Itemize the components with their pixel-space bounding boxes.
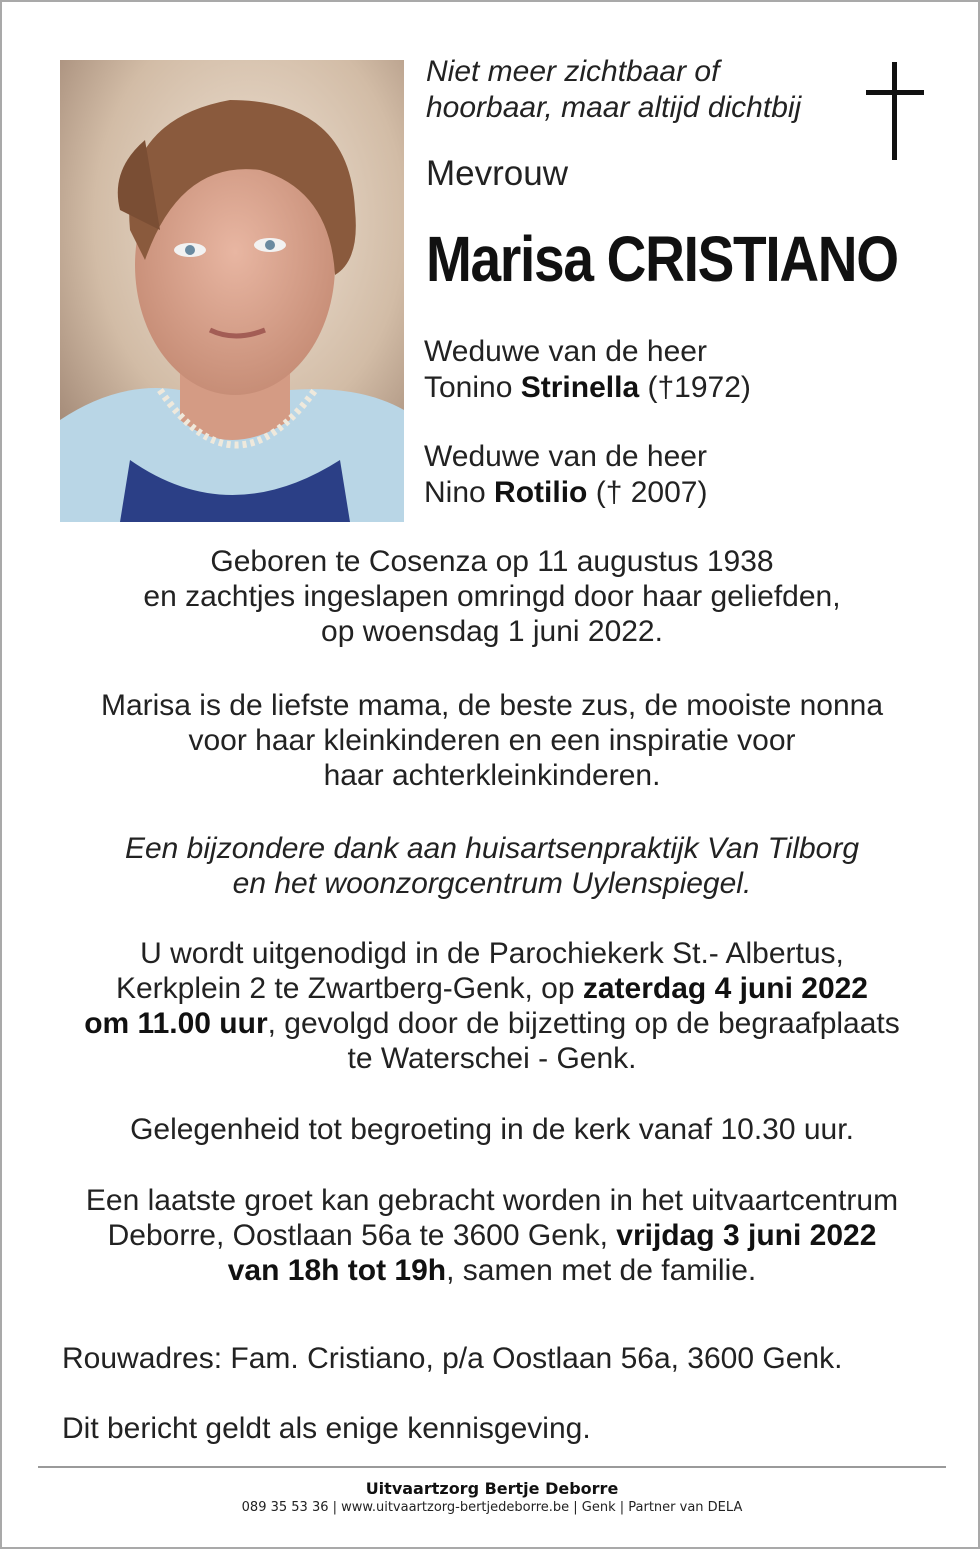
spouse-years: († 2007) (595, 476, 708, 509)
deceased-name: Marisa CRISTIANO (426, 223, 898, 295)
cross-icon (866, 62, 924, 162)
portrait-image (60, 60, 404, 522)
text-line (2, 1253, 980, 1288)
spouse-last-name: Strinella (520, 371, 640, 404)
text-line: en zachtjes ingeslapen omringd door haar geliefden, (143, 580, 841, 613)
service-date: zaterdag 4 juni 2022 (582, 972, 868, 1005)
funeral-company-name: Uitvaartzorg Bertje Deborre (365, 1479, 619, 1498)
visitation-paragraph (2, 1112, 980, 1147)
text-line: Marisa is de liefste mama, de beste zus, de mooiste nonna (100, 689, 884, 722)
portrait-photo (60, 60, 404, 522)
funeral-company-contact: 089 35 53 36 | www.uitvaartzorg-bertjedeborre.be | Genk | Partner van DELA (241, 1500, 743, 1515)
spouse-years: (†1972) (647, 371, 751, 404)
text-line: Een laatste groet kan gebracht worden in het uitvaartcentrum (85, 1184, 899, 1217)
spouse-line: Weduwe van de heer (424, 440, 707, 473)
text-line: Geboren te Cosenza op 11 augustus 1938 (210, 545, 774, 578)
text-line: voor haar kleinkinderen en een inspiratie voor (188, 724, 796, 757)
text-line: Een bijzondere dank aan huisartsenpraktijk Van Tilborg (124, 832, 860, 865)
last-greeting-paragraph (2, 1183, 980, 1288)
spouse-entry (424, 334, 751, 406)
greeting-date: vrijdag 3 juni 2022 (616, 1219, 877, 1252)
notice-text: Dit bericht geldt als enige kennisgeving. (62, 1412, 591, 1445)
spouse-name-line (424, 370, 751, 406)
text-line (2, 1218, 980, 1253)
thanks-paragraph (2, 831, 980, 901)
motto-line: Niet meer zichtbaar of (426, 55, 720, 88)
spouse-line: Weduwe van de heer (424, 335, 707, 368)
birth-death-paragraph (2, 544, 980, 649)
text-line: op woensdag 1 juni 2022. (321, 615, 663, 648)
spouse-first-name: Tonino (424, 371, 513, 404)
text-span: Kerkplein 2 te Zwartberg-Genk, op (115, 972, 583, 1005)
service-time: om 11.00 uur (84, 1007, 268, 1040)
spouse-last-name: Rotilio (494, 476, 588, 509)
text-line: en het woonzorgcentrum Uylenspiegel. (232, 867, 752, 900)
text-span: , gevolgd door de bijzetting op de begraafplaats (267, 1007, 900, 1040)
text-span: Deborre, Oostlaan 56a te 3600 Genk, (107, 1219, 617, 1252)
mourning-address: Rouwadres: Fam. Cristiano, p/a Oostlaan 56a, 3600 Genk. (62, 1342, 843, 1375)
text-line (2, 971, 980, 1006)
text-line: U wordt uitgenodigd in de Parochiekerk St.- Albertus, (140, 937, 844, 970)
honorific: Mevrouw (426, 154, 568, 193)
text-line (2, 1006, 980, 1041)
text-line: Gelegenheid tot begroeting in de kerk vanaf 10.30 uur. (130, 1113, 854, 1146)
invitation-paragraph (2, 936, 980, 1076)
text-line: te Waterschei - Genk. (347, 1042, 637, 1075)
motto (426, 54, 801, 126)
spouse-name-line (424, 475, 707, 511)
text-span: , samen met de familie. (446, 1254, 757, 1287)
greeting-time: van 18h tot 19h (227, 1254, 447, 1287)
motto-line: hoorbaar, maar altijd dichtbij (426, 91, 802, 124)
tribute-paragraph (2, 688, 980, 793)
footer-divider (38, 1466, 946, 1468)
text-line: haar achterkleinkinderen. (323, 759, 661, 792)
spouse-first-name: Nino (424, 476, 486, 509)
spouse-entry (424, 439, 707, 511)
